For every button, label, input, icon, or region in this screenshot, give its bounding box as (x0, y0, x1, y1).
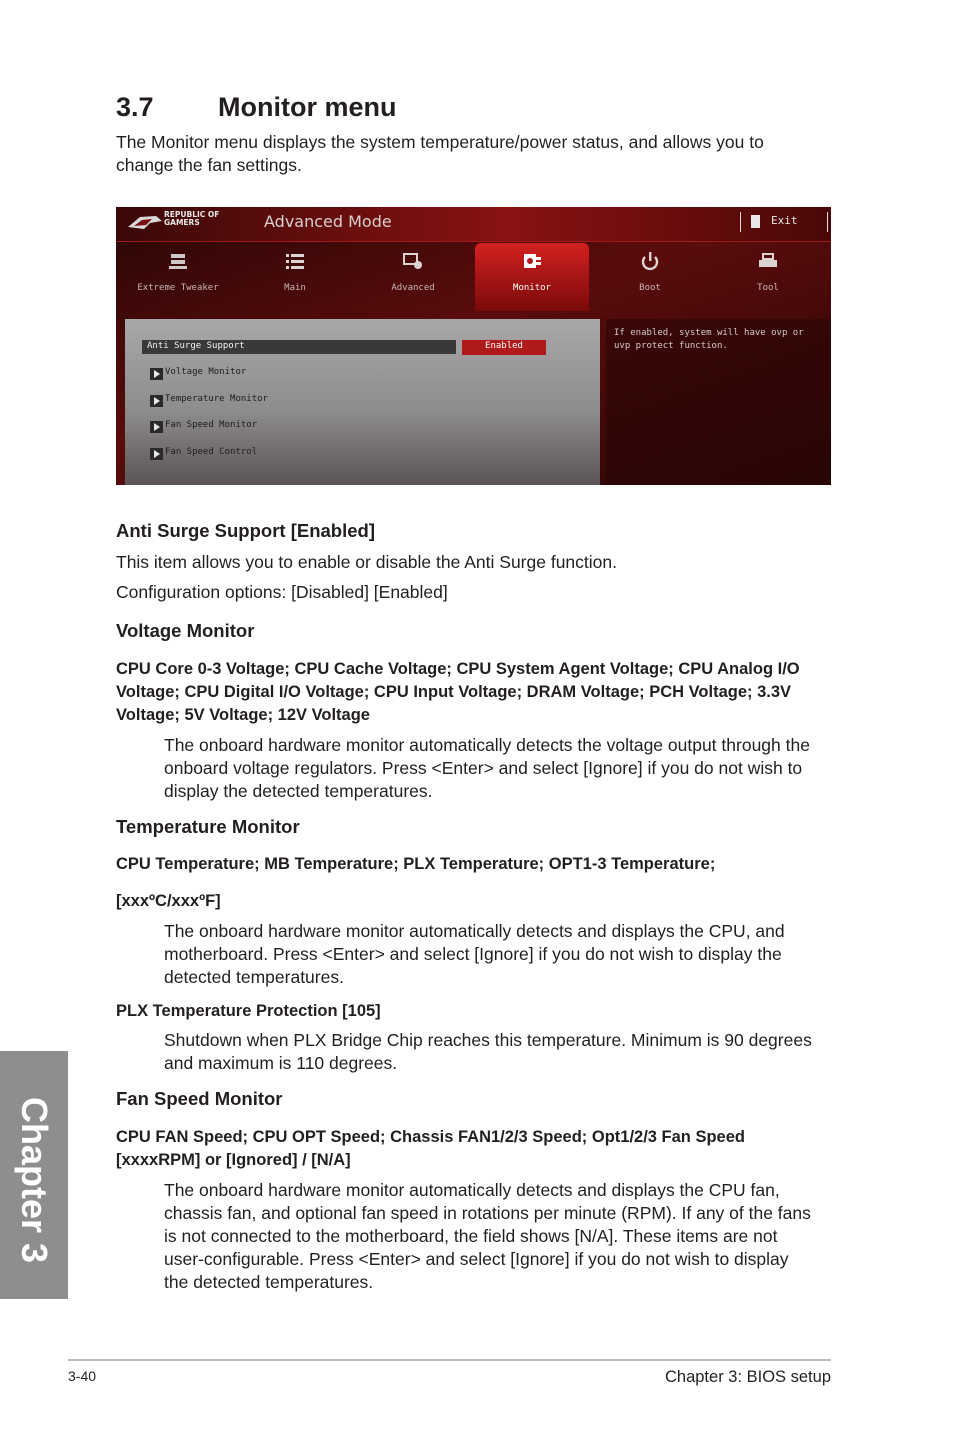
tab-label: Extreme Tweaker (137, 283, 219, 293)
tab-label: Boot (639, 283, 661, 293)
anti-surge-options: Configuration options: [Disabled] [Enabled] (116, 582, 448, 602)
brand-line-2: GAMERS (164, 218, 200, 227)
brand-line-1: REPUBLIC OF (164, 210, 220, 219)
tab-tool[interactable] (711, 243, 825, 311)
section-number: 3.7 (116, 92, 154, 122)
fan-speed-monitor-item[interactable] (150, 420, 350, 434)
anti-surge-desc: This item allows you to enable or disable the Anti Surge function. (116, 552, 617, 572)
tab-label: Monitor (513, 283, 551, 293)
anti-surge-value[interactable] (462, 340, 546, 355)
chapter-tab-label: Chapter 3 (14, 1096, 55, 1264)
power-icon (639, 251, 661, 271)
voltage-monitor-item[interactable] (150, 367, 350, 381)
item-label: Fan Speed Control (165, 447, 258, 457)
fan-heading: Fan Speed Monitor (116, 1088, 283, 1109)
advanced-icon (402, 251, 424, 271)
exit-icon (751, 215, 760, 228)
item-label: Voltage Monitor (165, 367, 247, 377)
anti-surge-label: Anti Surge Support (147, 341, 245, 351)
bios-mode-title: Advanced Mode (264, 212, 392, 231)
exit-label: Exit (771, 214, 798, 227)
anti-surge-heading: Anti Surge Support [Enabled] (116, 520, 375, 541)
bios-screenshot (116, 207, 831, 485)
tab-label: Advanced (391, 283, 435, 293)
section-heading (116, 92, 396, 123)
tab-label: Tool (757, 283, 779, 293)
monitor-icon (521, 251, 543, 271)
tab-extreme-tweaker[interactable] (121, 243, 235, 311)
chapter-tab (0, 1051, 68, 1299)
anti-surge-value-text: Enabled (485, 341, 523, 351)
rog-logo-icon (126, 213, 164, 233)
chevron-right-icon (150, 448, 163, 460)
rog-brand (164, 211, 219, 227)
tweaker-icon (167, 251, 189, 271)
exit-button[interactable] (740, 212, 828, 232)
intro-text: The Monitor menu displays the system temperature/power status, and allows you to change the fan settings. (116, 132, 764, 175)
fan-items: CPU FAN Speed; CPU OPT Speed; Chassis FAN1/2/3 Speed; Opt1/2/3 Fan Speed [xxxxRPM] or [Ignored] / [N/A] (116, 1128, 745, 1169)
temperature-heading: Temperature Monitor (116, 816, 300, 837)
voltage-items: CPU Core 0-3 Voltage; CPU Cache Voltage; CPU System Agent Voltage; CPU Analog I/O Voltage; CPU Digital I/O Voltage; CPU Input Voltage; DRAM Voltage; PCH Voltage; 3.3V Voltage; 5V Voltage; 12V Voltage (116, 660, 800, 724)
tab-boot[interactable] (593, 243, 707, 311)
fan-speed-control-item[interactable] (150, 447, 350, 461)
tab-label: Main (284, 283, 306, 293)
voltage-desc: The onboard hardware monitor automatically detects the voltage output through the onboard voltage regulators. Press <Enter> and select [Ignore] if you do not wish to display the detected temperatures. (164, 735, 810, 801)
help-text: If enabled, system will have ovp or uvp protect function. (614, 328, 804, 351)
voltage-heading: Voltage Monitor (116, 620, 255, 641)
tab-main[interactable] (238, 243, 352, 311)
bios-help-panel (606, 319, 831, 485)
plx-desc: Shutdown when PLX Bridge Chip reaches this temperature. Minimum is 90 degrees and maximum is 110 degrees. (164, 1030, 812, 1073)
tab-monitor[interactable] (475, 243, 589, 311)
fan-desc: The onboard hardware monitor automatically detects and displays the CPU fan, chassis fan, and optional fan speed in rotations per minute (RPM). If any of the fans is not connected to the motherboard, the field shows [N/A]. These items are not user-configurable. Press <Enter> and select [Ignore] if you do not wish to display the detected temperatures. (164, 1180, 811, 1292)
section-title: Monitor menu (218, 92, 397, 122)
temperature-units: [xxxºC/xxxºF] (116, 892, 221, 910)
chevron-right-icon (150, 368, 163, 380)
item-label: Fan Speed Monitor (165, 420, 258, 430)
chevron-right-icon (150, 395, 163, 407)
footer-chapter: Chapter 3: BIOS setup (664, 1368, 831, 1386)
chevron-right-icon (150, 421, 163, 433)
footer-divider (68, 1359, 831, 1361)
temperature-desc: The onboard hardware monitor automatically detects and displays the CPU, and motherboard. Press <Enter> and select [Ignore] if you do not wish to display the detected temperatures. (164, 921, 785, 987)
anti-surge-row[interactable] (142, 340, 456, 354)
plx-heading: PLX Temperature Protection [105] (116, 1002, 381, 1020)
item-label: Temperature Monitor (165, 394, 268, 404)
bios-header (116, 207, 831, 242)
tab-advanced[interactable] (356, 243, 470, 311)
temperature-items: CPU Temperature; MB Temperature; PLX Temperature; OPT1-3 Temperature; (116, 855, 716, 873)
tool-icon (757, 251, 779, 271)
temperature-monitor-item[interactable] (150, 394, 350, 408)
page-number: 3-40 (68, 1368, 97, 1384)
list-icon (284, 251, 306, 271)
